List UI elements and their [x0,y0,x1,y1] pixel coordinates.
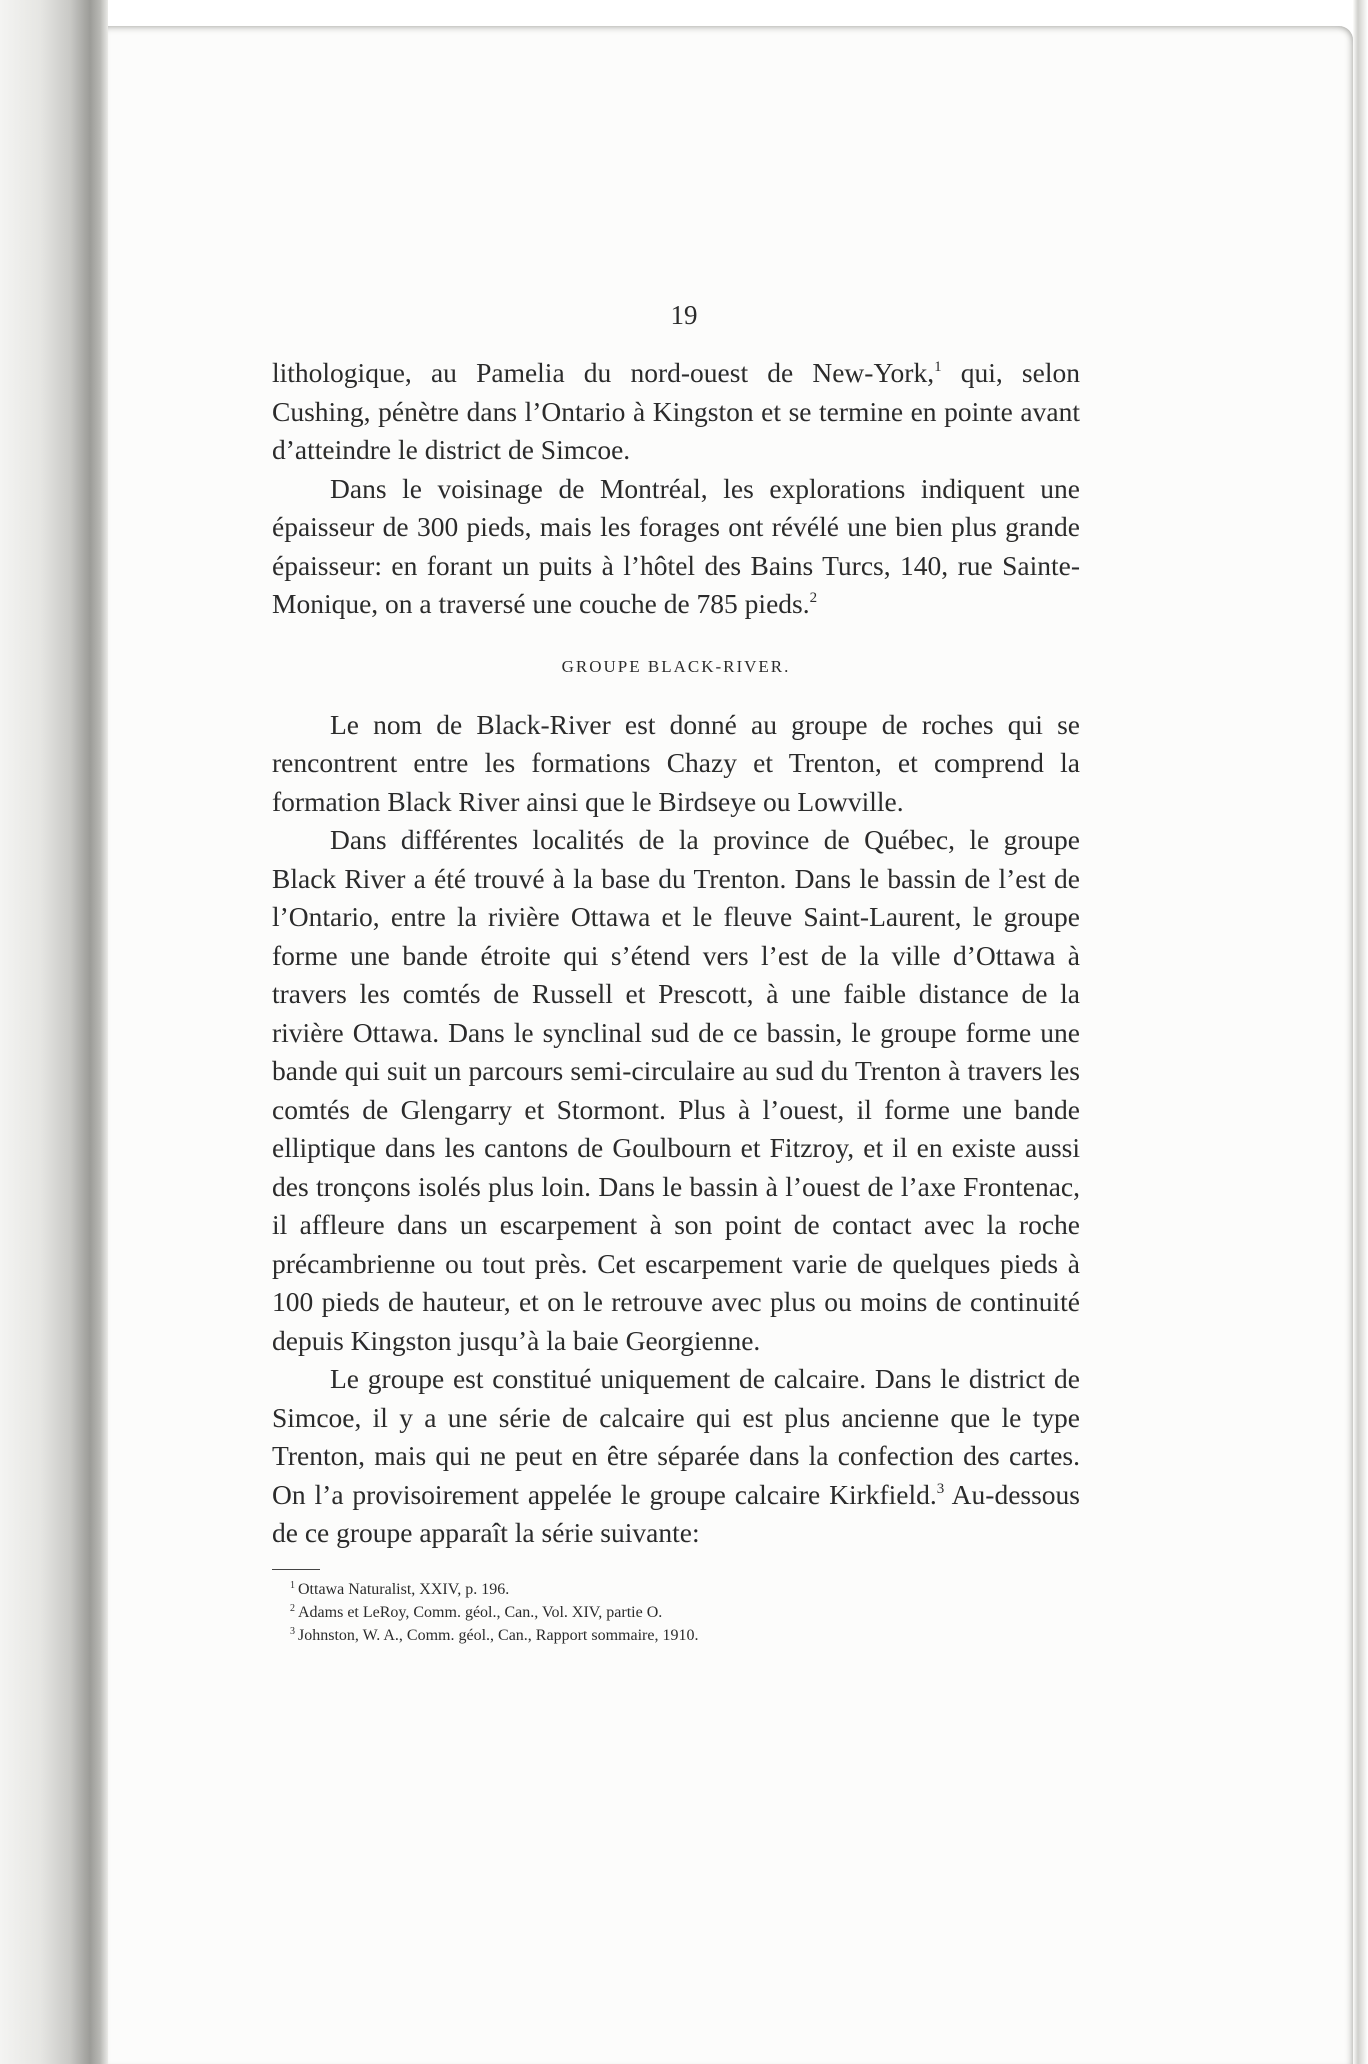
page-number: 19 [670,300,698,330]
footnote-2 [272,1601,1080,1624]
paragraph-text-cont: Au-dessous de ce groupe apparaît la série suivante: [272,1478,1081,1548]
paragraph-text-cont: qui, selon Cushing, pénètre dans l’Ontario à Kingston et se termine en pointe avant d’atteindre le district de Simcoe. [272,357,1080,465]
section-heading: GROUPE BLACK-RIVER. [561,656,791,676]
footnote-mark: 1 [290,1579,295,1591]
footnote-1 [272,1578,1080,1601]
footnote-mark: 3 [290,1625,295,1637]
footnote-divider [272,1569,320,1570]
paragraph-text: Dans le voisinage de Montréal, les explorations indiquent une épaisseur de 300 pieds, mais les forages ont révélé une bien plus grande épaisseur: en forant un puits à l’hôtel des Bains Turcs, 140, rue Sainte-Monique, on a traversé une couche de 785 pieds. [272,472,1080,619]
footnote-text: Adams et LeRoy, Comm. géol., Can., Vol. XIV, partie O. [298,1603,663,1621]
page-body [272,354,1080,1647]
footnote-mark: 2 [290,1602,295,1614]
paragraph-black-river-name: Le nom de Black-River est donné au groupe de roches qui se rencontrent entre les formations Chazy et Trenton, et comprend la formation Black River ainsi que le Birdseye ou Lowville. [272,708,1080,817]
footnote-text: Johnston, W. A., Comm. géol., Can., Rapport sommaire, 1910. [298,1626,699,1644]
paragraph-localities: Dans différentes localités de la province de Québec, le groupe Black River a été trouvé à la base du Trenton. Dans le bassin de l’est de l’Ontario, entre la rivière Ottawa et le fleuve Saint-Laurent, le groupe forme une bande étroite qui s’étend vers l’est de la ville d’Ottawa à travers les comtés de Russell et Prescott, à une faible distance de la rivière Ottawa. Dans le synclinal sud de ce bassin, le groupe forme une bande qui suit un parcours semi-circulaire au sud du Trenton à travers les comtés de Glengarry et Stormont. Plus à l’ouest, il forme une bande elliptique dans les cantons de Goulbourn et Fitzroy, et il en existe aussi des tronçons isolés plus loin. Dans le bassin à l’ouest de l’axe Frontenac, il affleure dans un escarpement à son point de contact avec la roche précambrienne ou tout près. Cet escarpement varie de quelques pieds à 100 pieds de hauteur, et on le retrouve avec plus ou moins de continuité depuis Kingston jusqu’à la baie Georgienne. [272,824,1080,1356]
paragraph-montreal [272,470,1080,624]
footnote-ref-3: 3 [936,1480,945,1497]
footnote-text: Ottawa Naturalist, XXIV, p. 196. [298,1580,510,1598]
paragraph-calcaire [272,1360,1080,1553]
continued-paragraph [272,354,1080,470]
footnote-ref-1: 1 [934,359,942,375]
paragraph-text: lithologique, au Pamelia du nord-ouest de New-York, [272,357,935,388]
footnote-3 [272,1624,1080,1647]
paragraph-text: Le groupe est constitué uniquement de calcaire. Dans le district de Simcoe, il y a une série de calcaire qui est plus ancienne que le type Trenton, mais qui ne peut en être séparée dans la confection des cartes. On l’a provisoirement appelée le groupe calcaire Kirkfield. [272,1363,1080,1510]
footnote-ref-2: 2 [809,590,818,606]
footnotes [272,1578,1080,1647]
